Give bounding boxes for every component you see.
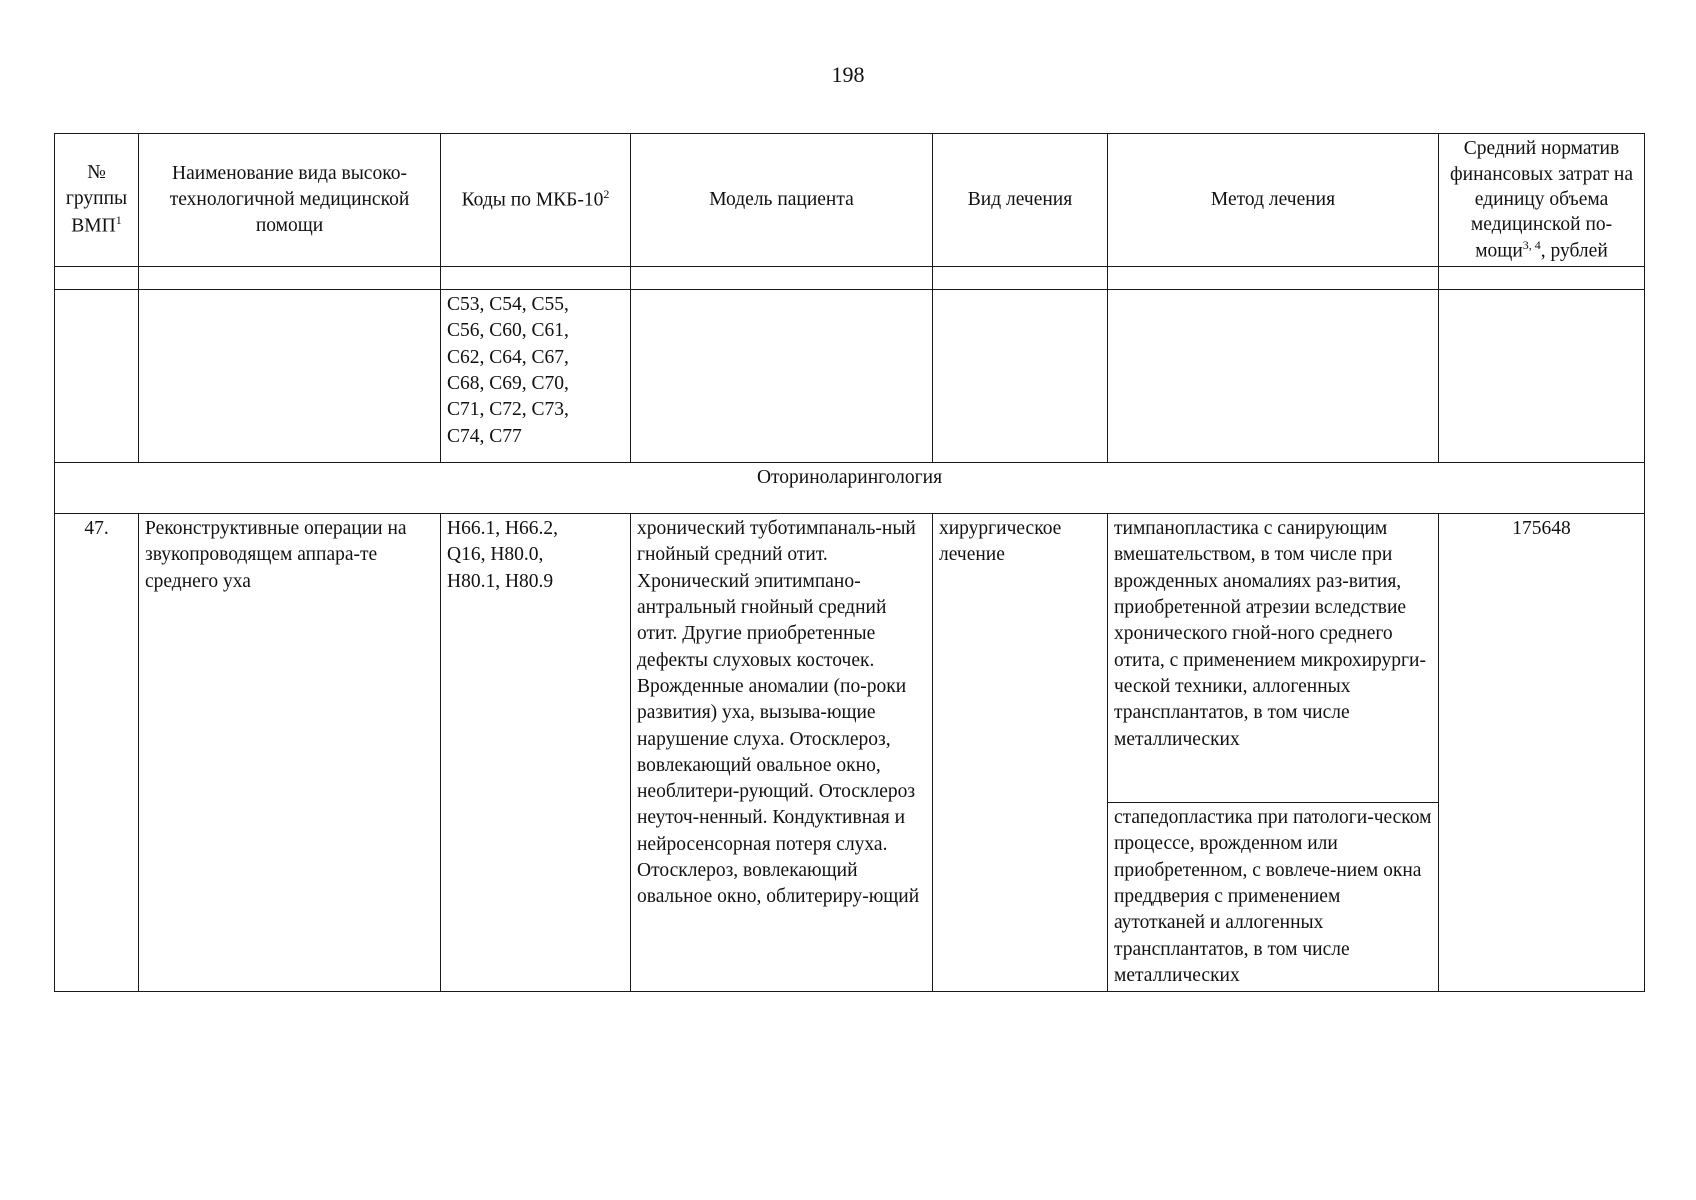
entry-methods xyxy=(1108,514,1439,992)
header-codes: Коды по МКБ-$10^2$ xyxy=(441,134,631,267)
section-title: Оториноларингология xyxy=(55,463,1645,514)
code-line: C53, C54, C55, xyxy=(447,294,569,315)
header-cost: Средний норматив финансовых затрат на единицу объема медицинской по-мощи$^{3, 4}$, рублей xyxy=(1439,134,1645,267)
header-name: Наименование вида высоко-технологичной медицинской помощи xyxy=(139,134,441,267)
code-line: C68, C69, C70, xyxy=(447,372,569,394)
method-item: тимпанопластика с санирующим вмешательством, в том числе при врожденных аномалиях раз-вития, приобретенной атрезии вследствие хронического гной-ного среднего отита, с применением микрохирурги-ческой техники, аллогенных трансплантатов, в том числе металлических xyxy=(1108,514,1438,803)
code-line: C62, C64, C67, xyxy=(447,346,569,368)
method-item: стапедопластика при патологи-ческом процессе, врожденном или приобретенном, с вовлече-нием окна преддверия с применением аутотканей и аллогенных трансплантатов, в том числе металлических xyxy=(1114,807,1432,986)
entry-patient-model: хронический туботимпаналь-ный гнойный средний отит. Хронический эпитимпано-антральный гнойный средний отит. Другие приобретенные дефекты слуховых косточек. Врожденные аномалии (по-роки развития) уха, вызыва-ющие нарушение слуха. Отосклероз, вовлекающий овальное окно, необлитери-рующий. Отосклероз неуточ-ненный. Кондуктивная и нейросенсорная потеря слуха. Отосклероз, вовлекающий овальное окно, облитериру-ющий xyxy=(631,514,933,992)
entry-cost: 175648 xyxy=(1439,514,1645,992)
header-group-no: № группы ВМП$^1$ xyxy=(55,134,139,267)
code-line: H66.1, H66.2, xyxy=(447,518,559,539)
page-number: 198 xyxy=(831,62,865,87)
code-line: C74, C77 xyxy=(447,425,522,447)
vmp-table xyxy=(54,133,1645,992)
code-line: Q16, H80.0, xyxy=(447,544,544,566)
column-number-row xyxy=(55,267,1645,290)
table-row xyxy=(55,514,1645,992)
section-row xyxy=(55,463,1645,514)
continued-codes-cell xyxy=(441,290,631,463)
header-patient-model: Модель пациента xyxy=(631,134,933,267)
continued-row xyxy=(55,290,1645,463)
entry-treatment-type: хирургическое лечение xyxy=(933,514,1108,992)
header-treatment-type: Вид лечения xyxy=(933,134,1108,267)
entry-name: Реконструктивные операции на звукопроводящем аппара-те среднего уха xyxy=(139,514,441,992)
code-line: C71, C72, C73, xyxy=(447,399,569,421)
header-treatment-method: Метод лечения xyxy=(1108,134,1439,267)
header-row xyxy=(55,134,1645,267)
entry-number: 47. xyxy=(55,514,139,992)
code-line: C56, C60, C61, xyxy=(447,320,569,342)
entry-codes xyxy=(441,514,631,992)
code-line: H80.1, H80.9 xyxy=(447,570,554,592)
